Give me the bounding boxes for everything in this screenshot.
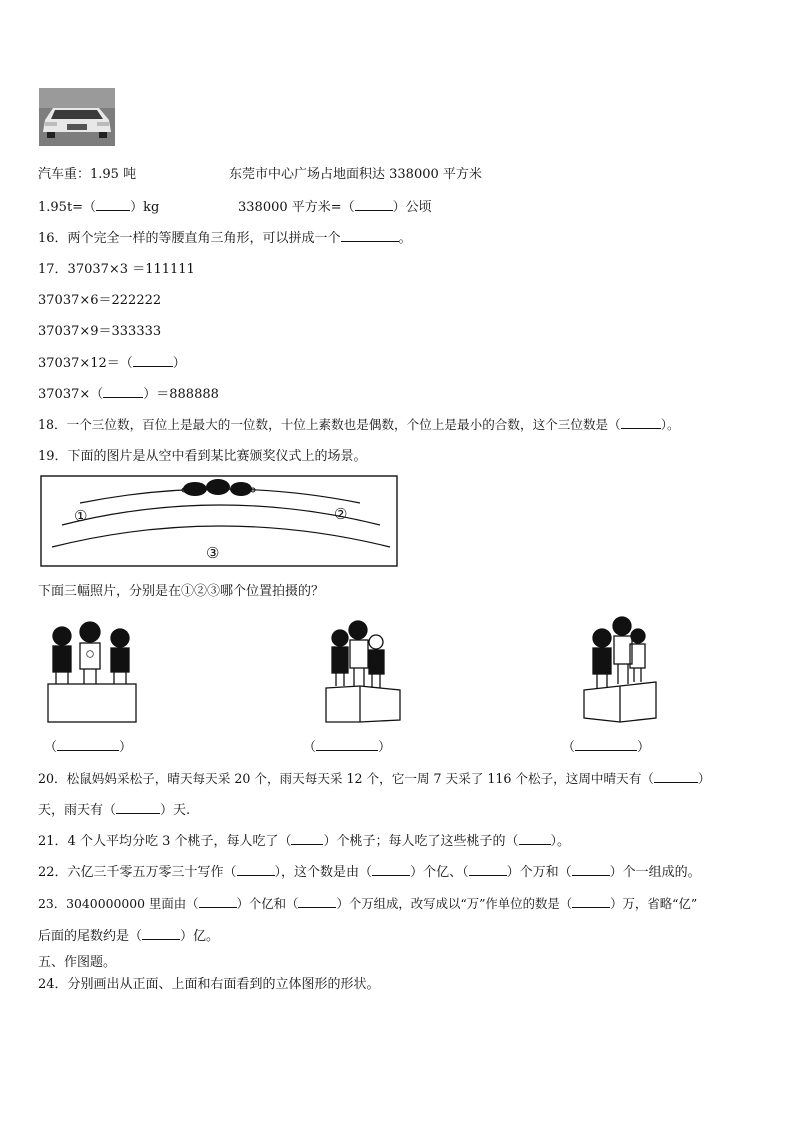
- car-weight-text: 汽车重：1.95 吨: [38, 167, 137, 182]
- answer-blank[interactable]: [96, 198, 130, 211]
- answer-blank[interactable]: [142, 927, 180, 940]
- answer-blank[interactable]: [237, 863, 275, 876]
- question-17-line-2: 37037×6＝222222: [38, 293, 162, 308]
- answer-blank[interactable]: [291, 832, 323, 845]
- area-question: 338000 平方米=（ ）公顷: [238, 200, 432, 215]
- answer-blank[interactable]: [341, 229, 399, 242]
- question-18: 18．一个三位数，百位上是最大的一位数，十位上素数也是偶数，个位上是最小的合数，这个三位数是（ ）。: [38, 417, 680, 432]
- answer-blank[interactable]: [621, 416, 661, 429]
- answer-blank[interactable]: [355, 198, 393, 211]
- position-3-label: ③: [206, 544, 220, 562]
- photo-3-podium-people: [580, 614, 662, 724]
- question-19: 19．下面的图片是从空中看到某比赛颁奖仪式上的场景。: [38, 449, 367, 464]
- section-title: 五、作图题。: [38, 955, 117, 970]
- answer-blank[interactable]: [469, 863, 507, 876]
- question-23-line-1: 23．3040000000 里面由（ ）个亿和（ ）个万组成，改写成以“万”作单位的数是（ ）万，省略“亿”: [38, 896, 698, 911]
- question-20-line-1: 20．松鼠妈妈采松子，晴天每天采 20 个，雨天每天采 12 个，它一周 7 天采了 116 个松子，这周中晴天有（ ）: [38, 771, 711, 786]
- answer-blank[interactable]: [103, 385, 143, 398]
- answer-blank[interactable]: [57, 738, 119, 751]
- position-1-label: ①: [74, 507, 88, 525]
- answer-blank[interactable]: [654, 770, 698, 783]
- answer-blank[interactable]: [572, 895, 610, 908]
- answer-blank[interactable]: [575, 738, 637, 751]
- answer-blank[interactable]: [372, 863, 410, 876]
- tons-question: 1.95t=（ ）kg: [38, 200, 160, 215]
- question-22: 22．六亿三千零五万零三十写作（ ），这个数是由（ ）个亿、（ ）个万和（ ）个一组成的。: [38, 865, 701, 880]
- answer-blank[interactable]: [316, 738, 378, 751]
- answer-blank[interactable]: [298, 895, 336, 908]
- question-17-line-1: 17．37037×3 ＝111111: [38, 262, 195, 277]
- question-23-line-2: 后面的尾数约是（ ）亿。: [38, 929, 220, 944]
- question-21: 21．4 个人平均分吃 3 个桃子，每人吃了（ ）个桃子；每人吃了这些桃子的（ ）。: [38, 834, 571, 849]
- question-19-subtext: 下面三幅照片，分别是在①②③哪个位置拍摄的？: [38, 584, 325, 599]
- car-photo: [39, 88, 115, 146]
- answer-blank[interactable]: [133, 354, 173, 367]
- answer-blank[interactable]: [519, 832, 551, 845]
- position-2-label: ②: [334, 505, 348, 523]
- photo-3-answer: （ ）: [562, 740, 651, 755]
- question-16: 16．两个完全一样的等腰直角三角形，可以拼成一个 。: [38, 231, 412, 246]
- photo-1-answer: （ ）: [44, 740, 133, 755]
- photo-2-answer: （ ）: [303, 740, 392, 755]
- question-17-line-5: 37037×（ ）＝888888: [38, 387, 219, 402]
- question-17-line-4: 37037×12＝（ ）: [38, 356, 186, 371]
- answer-blank[interactable]: [116, 801, 160, 814]
- answer-blank[interactable]: [199, 895, 237, 908]
- photo-2-podium-people: [320, 618, 406, 726]
- question-20-line-2: 天，雨天有（ ）天.: [38, 803, 191, 818]
- plaza-area-text: 东莞市中心广场占地面积达 338000 平方米: [229, 167, 482, 182]
- answer-blank[interactable]: [572, 863, 610, 876]
- photo-1-podium-people: [44, 616, 140, 726]
- question-24: 24．分别画出从正面、上面和右面看到的立体图形的形状。: [38, 977, 380, 992]
- question-17-line-3: 37037×9＝333333: [38, 324, 162, 339]
